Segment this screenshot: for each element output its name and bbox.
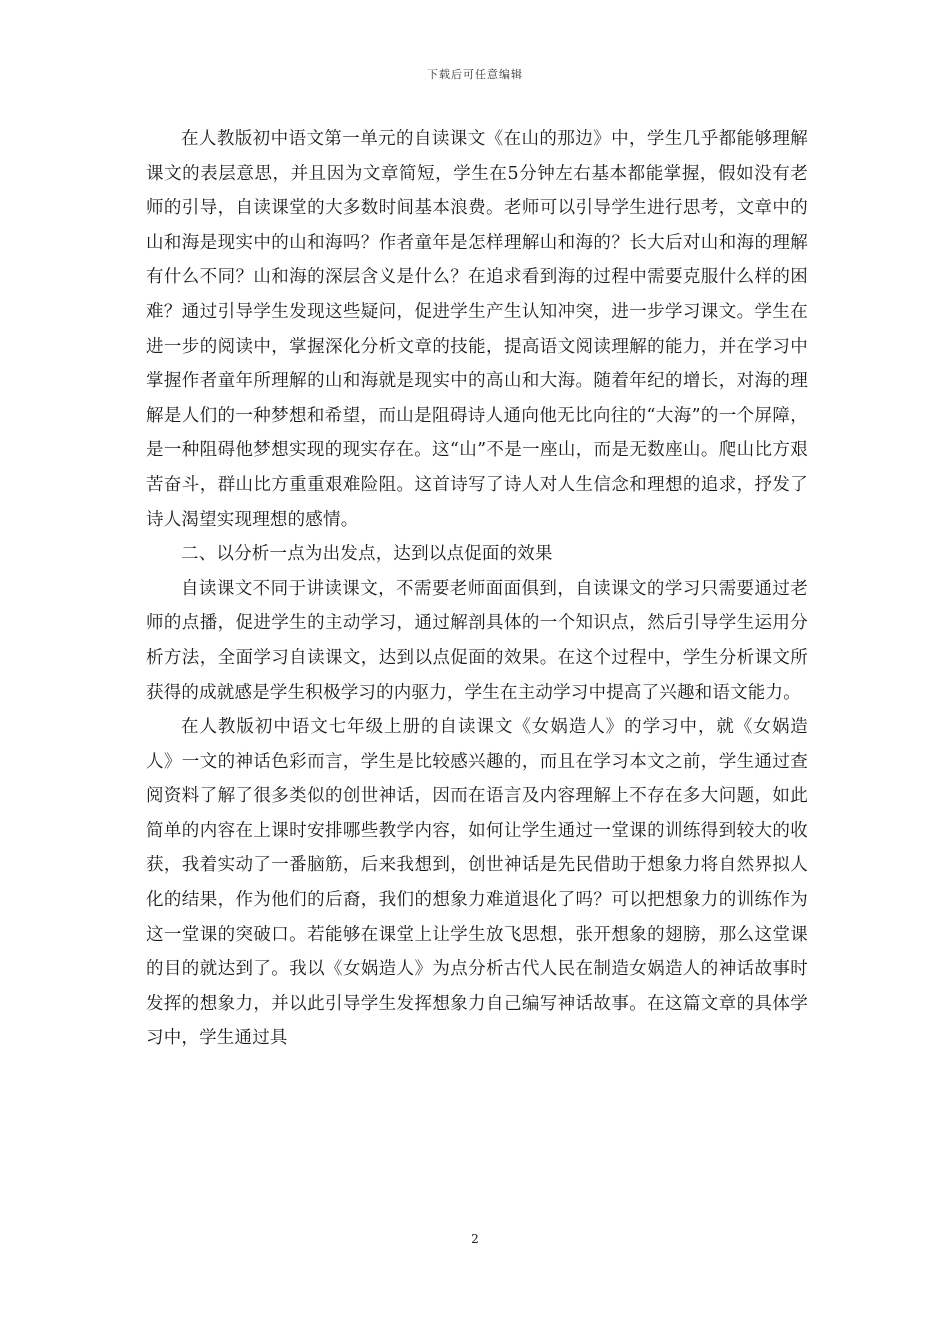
paragraph-mountain-sea: 在人教版初中语文第一单元的自读课文《在山的那边》中，学生几乎都能够理解课文的表层意思，并且因为文章简短，学生在5分钟左右基本都能掌握，假如没有老师的引导，自读课堂的大多数时间基本浪费。老师可以引导学生进行思考，文章中的山和海是现实中的山和海吗？作者童年是怎样理解山和海的？长大后对山和海的理解有什么不同？山和海的深层含义是什么？在追求看到海的过程中需要克服什么样的困难？通过引导学生发现这些疑问，促进学生产生认知冲突，进一步学习课文。学生在进一步的阅读中，掌握深化分析文章的技能，提高语文阅读理解的能力，并在学习中掌握作者童年所理解的山和海就是现实中的高山和大海。随着年纪的增长，对海的理解是人们的一种梦想和希望，而山是阻碍诗人通向他无比向往的“大海”的一个屏障，是一种阻碍他梦想实现的现实存在。这“山”不是一座山，而是无数座山。爬山比方艰苦奋斗，群山比方重重艰难险阻。这首诗写了诗人对人生信念和理想的追求，抒发了诗人渴望实现理想的感情。 [146,129,808,530]
page-number: 2 [471,1232,479,1246]
document-body [146,122,808,1056]
page-header: 下载后可任意编辑 [427,68,523,81]
paragraph-self-reading: 自读课文不同于讲读课文，不需要老师面面俱到，自读课文的学习只需要通过老师的点播，促进学生的主动学习，通过解剖具体的一个知识点，然后引导学生运用分析方法，全面学习自读课文，达到以点促面的效果。在这个过程中，学生分析课文所获得的成就感是学生积极学习的内驱力，学生在主动学习中提高了兴趣和语文能力。 [146,578,808,703]
paragraph-nuwa: 在人教版初中语文七年级上册的自读课文《女娲造人》的学习中，就《女娲造人》一文的神话色彩而言，学生是比较感兴趣的，而且在学习本文之前，学生通过查阅资料了解了很多类似的创世神话，因而在语言及内容理解上不存在多大问题，如此简单的内容在上课时安排哪些教学内容，如何让学生通过一堂课的训练得到较大的收获，我着实动了一番脑筋，后来我想到，创世神话是先民借助于想象力将自然界拟人化的结果，作为他们的后裔，我们的想象力难道退化了吗？可以把想象力的训练作为这一堂课的突破口。若能够在课堂上让学生放飞思想，张开想象的翅膀，那么这堂课的目的就达到了。我以《女娲造人》为点分析古代人民在制造女娲造人的神话故事时发挥的想象力，并以此引导学生发挥想象力自己编写神话故事。在这篇文章的具体学习中，学生通过具 [146,717,808,1049]
section-heading-two: 二、以分析一点为出发点，达到以点促面的效果 [181,544,553,565]
